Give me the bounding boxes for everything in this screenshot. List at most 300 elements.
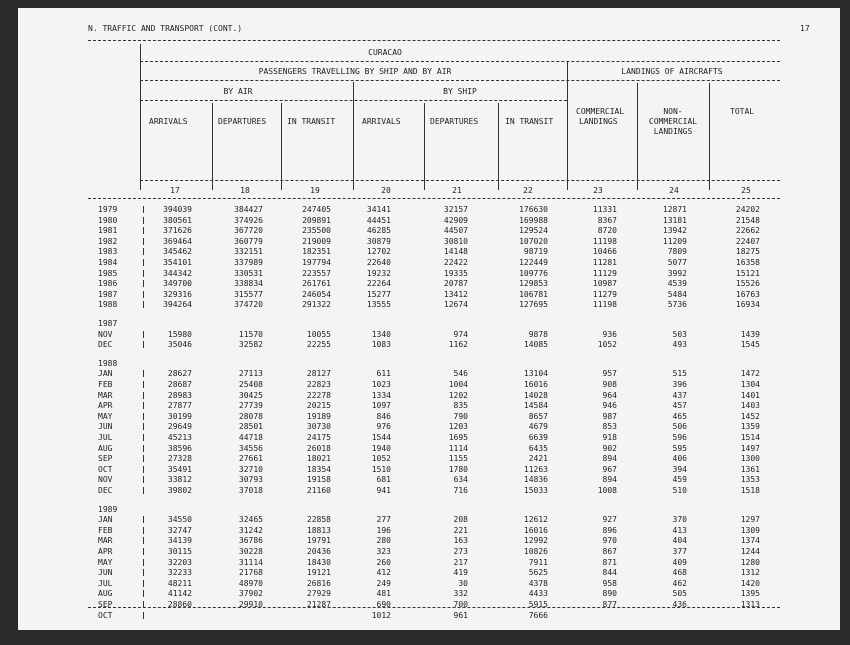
table-cell: 338834 <box>234 279 263 289</box>
row-separator <box>143 559 144 566</box>
table-cell: 10826 <box>523 547 548 556</box>
table-cell: 15980 <box>167 329 192 339</box>
table-cell: 1023 <box>371 380 391 389</box>
table-cell: 1359 <box>740 422 760 432</box>
table-cell: 1162 <box>448 340 468 350</box>
table-cell: 384427 <box>234 205 263 214</box>
table-cell: 15526 <box>735 279 760 289</box>
table-cell: 28687 <box>167 380 192 389</box>
table-cell: 31242 <box>238 525 263 535</box>
row-label: 1988 <box>98 358 118 368</box>
table-cell: 835 <box>453 401 468 411</box>
table-cell: 169988 <box>519 215 548 225</box>
col-header-departures-air: DEPARTURES <box>218 117 267 126</box>
table-cell: 481 <box>376 589 391 599</box>
row-label: JUL <box>98 433 113 442</box>
table-cell: 1244 <box>740 547 760 556</box>
table-cell: 34139 <box>167 536 192 546</box>
table-cell: 974 <box>453 329 468 339</box>
table-cell: 35491 <box>167 464 192 474</box>
table-cell: 374926 <box>234 215 263 225</box>
table-cell: 12674 <box>443 300 468 310</box>
table-cell: 344342 <box>163 268 192 278</box>
table-cell: 970 <box>602 536 617 546</box>
by-air-heading: BY AIR <box>223 87 253 96</box>
table-cell: 34141 <box>366 205 391 214</box>
table-cell: 29910 <box>238 600 263 609</box>
table-cell: 12612 <box>523 515 548 525</box>
table-cell: 176630 <box>519 205 548 214</box>
table-cell: 468 <box>672 568 687 578</box>
table-cell: 22407 <box>735 236 760 246</box>
table-cell: 11198 <box>592 236 617 246</box>
row-label: NOV <box>98 475 113 485</box>
table-cell: 19121 <box>306 568 331 578</box>
table-cell: 32747 <box>167 525 192 535</box>
table-cell: 223557 <box>302 268 331 278</box>
table-cell: 690 <box>376 600 391 609</box>
table-cell: 277 <box>376 515 391 525</box>
section-title: N. TRAFFIC AND TRANSPORT (CONT.) <box>88 24 243 33</box>
table-cell: 5077 <box>667 258 687 267</box>
row-label: 1987 <box>98 319 118 328</box>
table-cell: 30879 <box>366 236 391 246</box>
row-label: DEC <box>98 486 113 495</box>
table-cell: 437 <box>672 390 687 400</box>
table-cell: 106781 <box>519 289 548 299</box>
table-cell: 26816 <box>306 578 331 588</box>
row-separator <box>143 612 144 619</box>
row-label: 1980 <box>98 215 118 225</box>
row-label: 1986 <box>98 279 118 289</box>
table-cell: 25408 <box>238 380 263 389</box>
table-cell: 918 <box>602 433 617 442</box>
column-divider <box>498 103 499 190</box>
table-cell: 196 <box>376 525 391 535</box>
table-cell: 18275 <box>735 247 760 257</box>
table-cell: 790 <box>453 411 468 421</box>
passengers-group-heading: PASSENGERS TRAVELLING BY SHIP AND BY AIR <box>258 67 452 76</box>
col-header-transit-air: IN TRANSIT <box>287 117 336 126</box>
table-cell: 927 <box>602 515 617 525</box>
table-cell: 28860 <box>167 600 192 609</box>
table-cell: 867 <box>602 547 617 556</box>
table-cell: 1695 <box>448 433 468 442</box>
row-separator <box>143 270 144 277</box>
table-cell: 42909 <box>443 215 468 225</box>
table-cell: 1313 <box>740 600 760 609</box>
row-separator <box>143 423 144 430</box>
column-divider <box>567 62 568 190</box>
table-cell: 1497 <box>740 443 760 453</box>
table-cell: 596 <box>672 433 687 442</box>
table-cell: 8657 <box>528 411 548 421</box>
table-cell: 208 <box>453 515 468 525</box>
col-header-transit-ship: IN TRANSIT <box>505 117 554 126</box>
document-page <box>18 8 840 630</box>
table-cell: 6639 <box>528 433 548 442</box>
table-cell: 30199 <box>167 411 192 421</box>
table-cell: 45213 <box>167 433 192 442</box>
column-divider <box>212 103 213 190</box>
table-cell: 465 <box>672 411 687 421</box>
table-cell: 1097 <box>371 401 391 411</box>
table-cell: 1114 <box>448 443 468 453</box>
table-cell: 209891 <box>302 215 331 225</box>
table-cell: 11281 <box>592 258 617 267</box>
col-header-noncommercial-landings: LANDINGS <box>653 127 693 136</box>
table-cell: 413 <box>672 525 687 535</box>
table-cell: 30228 <box>238 547 263 556</box>
column-number: 22 <box>523 186 533 195</box>
row-label: OCT <box>98 464 113 474</box>
table-cell: 377 <box>672 547 687 556</box>
table-cell: 412 <box>376 568 391 578</box>
row-separator <box>143 259 144 266</box>
table-cell: 249 <box>376 578 391 588</box>
table-cell: 24202 <box>735 205 760 214</box>
table-cell: 30 <box>458 578 468 588</box>
table-cell: 32465 <box>238 515 263 525</box>
row-label: APR <box>98 401 113 411</box>
column-divider <box>637 83 638 190</box>
row-separator <box>143 227 144 234</box>
table-cell: 32157 <box>443 205 468 214</box>
table-cell: 247405 <box>302 205 331 214</box>
table-cell: 14085 <box>523 340 548 350</box>
table-cell: 1008 <box>597 486 617 495</box>
col-header-commercial: COMMERCIAL <box>576 107 625 116</box>
table-cell: 19791 <box>306 536 331 546</box>
table-cell: 844 <box>602 568 617 578</box>
table-cell: 22858 <box>306 515 331 525</box>
table-cell: 890 <box>602 589 617 599</box>
table-cell: 19232 <box>366 268 391 278</box>
table-cell: 853 <box>602 422 617 432</box>
table-cell: 330531 <box>234 268 263 278</box>
table-cell: 8367 <box>597 215 617 225</box>
row-separator <box>143 445 144 452</box>
region-heading: CURACAO <box>368 48 402 57</box>
row-label: MAR <box>98 390 113 400</box>
table-cell: 1452 <box>740 411 760 421</box>
table-cell: 1353 <box>740 475 760 485</box>
table-cell: 1083 <box>371 340 391 350</box>
table-cell: 337989 <box>234 258 263 267</box>
row-separator <box>143 413 144 420</box>
column-number: 17 <box>170 186 180 195</box>
column-divider <box>424 103 425 190</box>
row-separator <box>143 476 144 483</box>
table-cell: 11279 <box>592 289 617 299</box>
table-cell: 681 <box>376 475 391 485</box>
table-cell: 246054 <box>302 289 331 299</box>
row-label: OCT <box>98 610 113 620</box>
table-cell: 1052 <box>597 340 617 350</box>
table-cell: 18813 <box>306 525 331 535</box>
table-cell: 16934 <box>735 300 760 310</box>
table-cell: 5736 <box>667 300 687 310</box>
table-cell: 394264 <box>163 300 192 310</box>
table-cell: 30730 <box>306 422 331 432</box>
column-number: 23 <box>593 186 603 195</box>
table-cell: 30115 <box>167 547 192 556</box>
table-cell: 394 <box>672 464 687 474</box>
table-cell: 6435 <box>528 443 548 453</box>
table-cell: 14148 <box>443 247 468 257</box>
row-label: 1983 <box>98 247 118 257</box>
table-cell: 37902 <box>238 589 263 599</box>
table-cell: 595 <box>672 443 687 453</box>
table-border <box>140 44 141 190</box>
table-cell: 44718 <box>238 433 263 442</box>
row-separator <box>143 291 144 298</box>
table-cell: 219009 <box>302 236 331 246</box>
row-separator <box>143 466 144 473</box>
table-cell: 27929 <box>306 589 331 599</box>
table-cell: 360779 <box>234 236 263 246</box>
table-cell: 4378 <box>528 578 548 588</box>
table-cell: 197794 <box>302 258 331 267</box>
table-cell: 419 <box>453 568 468 578</box>
table-cell: 13104 <box>523 369 548 379</box>
table-cell: 1403 <box>740 401 760 411</box>
table-cell: 345462 <box>163 247 192 257</box>
table-cell: 11198 <box>592 300 617 310</box>
row-separator <box>143 392 144 399</box>
table-cell: 1395 <box>740 589 760 599</box>
row-label: 1979 <box>98 205 118 214</box>
table-cell: 27739 <box>238 401 263 411</box>
table-cell: 332 <box>453 589 468 599</box>
row-separator <box>143 238 144 245</box>
table-cell: 11209 <box>662 236 687 246</box>
table-cell: 291322 <box>302 300 331 310</box>
table-cell: 18430 <box>306 557 331 567</box>
column-number: 25 <box>741 186 751 195</box>
table-cell: 44451 <box>366 215 391 225</box>
table-cell: 349700 <box>163 279 192 289</box>
table-cell: 332151 <box>234 247 263 257</box>
row-separator <box>143 434 144 441</box>
table-cell: 1780 <box>448 464 468 474</box>
column-divider <box>353 82 354 190</box>
table-cell: 4679 <box>528 422 548 432</box>
table-cell: 404 <box>672 536 687 546</box>
table-cell: 27328 <box>167 454 192 464</box>
table-cell: 8720 <box>597 226 617 236</box>
row-separator <box>143 206 144 213</box>
table-cell: 1940 <box>371 443 391 453</box>
row-separator <box>143 455 144 462</box>
table-cell: 329316 <box>163 289 192 299</box>
table-cell: 1361 <box>740 464 760 474</box>
table-cell: 18354 <box>306 464 331 474</box>
table-cell: 716 <box>453 486 468 495</box>
table-cell: 1202 <box>448 390 468 400</box>
table-cell: 506 <box>672 422 687 432</box>
by-ship-heading: BY SHIP <box>443 87 477 96</box>
table-cell: 457 <box>672 401 687 411</box>
table-cell: 14836 <box>523 475 548 485</box>
table-cell: 22823 <box>306 380 331 389</box>
table-cell: 22640 <box>366 258 391 267</box>
table-cell: 961 <box>453 610 468 620</box>
table-cell: 28501 <box>238 422 263 432</box>
table-cell: 1280 <box>740 557 760 567</box>
col-header-arrivals-air: ARRIVALS <box>149 117 188 126</box>
table-cell: 1340 <box>371 329 391 339</box>
table-cell: 503 <box>672 329 687 339</box>
table-cell: 634 <box>453 475 468 485</box>
table-cell: 48970 <box>238 578 263 588</box>
table-cell: 1439 <box>740 329 760 339</box>
table-cell: 10987 <box>592 279 617 289</box>
table-cell: 30425 <box>238 390 263 400</box>
table-cell: 22422 <box>443 258 468 267</box>
table-cell: 30810 <box>443 236 468 246</box>
table-cell: 12702 <box>366 247 391 257</box>
table-cell: 13412 <box>443 289 468 299</box>
table-cell: 32582 <box>238 340 263 350</box>
table-cell: 936 <box>602 329 617 339</box>
table-cell: 16016 <box>523 380 548 389</box>
table-cell: 12992 <box>523 536 548 546</box>
row-label: AUG <box>98 443 113 453</box>
row-separator <box>143 301 144 308</box>
table-cell: 31114 <box>238 557 263 567</box>
table-cell: 846 <box>376 411 391 421</box>
table-cell: 163 <box>453 536 468 546</box>
table-cell: 28078 <box>238 411 263 421</box>
row-label: JUN <box>98 422 113 432</box>
table-cell: 7911 <box>528 557 548 567</box>
table-cell: 36786 <box>238 536 263 546</box>
table-cell: 394039 <box>163 205 192 214</box>
row-separator <box>143 248 144 255</box>
table-cell: 22278 <box>306 390 331 400</box>
row-separator <box>143 590 144 597</box>
column-divider <box>709 83 710 190</box>
table-cell: 374720 <box>234 300 263 310</box>
table-cell: 1472 <box>740 369 760 379</box>
table-cell: 371626 <box>163 226 192 236</box>
table-cell: 1297 <box>740 515 760 525</box>
table-cell: 11263 <box>523 464 548 474</box>
row-separator <box>143 217 144 224</box>
table-cell: 33812 <box>167 475 192 485</box>
column-divider <box>281 103 282 190</box>
table-cell: 369464 <box>163 236 192 246</box>
table-cell: 1155 <box>448 454 468 464</box>
table-cell: 871 <box>602 557 617 567</box>
table-cell: 5484 <box>667 289 687 299</box>
table-cell: 221 <box>453 525 468 535</box>
row-label: JAN <box>98 369 113 379</box>
table-cell: 1514 <box>740 433 760 442</box>
divider <box>140 80 780 81</box>
table-cell: 35046 <box>167 340 192 350</box>
table-cell: 902 <box>602 443 617 453</box>
table-cell: 28983 <box>167 390 192 400</box>
table-cell: 957 <box>602 369 617 379</box>
row-label: 1985 <box>98 268 118 278</box>
row-label: MAY <box>98 411 113 421</box>
table-cell: 1304 <box>740 380 760 389</box>
table-cell: 217 <box>453 557 468 567</box>
row-label: MAY <box>98 557 113 567</box>
table-cell: 16358 <box>735 258 760 267</box>
col-header-total: TOTAL <box>730 107 755 116</box>
row-label: JAN <box>98 515 113 525</box>
row-separator <box>143 381 144 388</box>
table-cell: 21160 <box>306 486 331 495</box>
table-cell: 11570 <box>238 329 263 339</box>
table-cell: 436 <box>672 600 687 609</box>
row-label: AUG <box>98 589 113 599</box>
table-cell: 20215 <box>306 401 331 411</box>
table-cell: 127695 <box>519 300 548 310</box>
table-cell: 34556 <box>238 443 263 453</box>
table-cell: 611 <box>376 369 391 379</box>
table-cell: 32203 <box>167 557 192 567</box>
table-cell: 20787 <box>443 279 468 289</box>
table-cell: 28627 <box>167 369 192 379</box>
divider <box>88 198 780 199</box>
table-cell: 10466 <box>592 247 617 257</box>
table-cell: 315577 <box>234 289 263 299</box>
table-cell: 48211 <box>167 578 192 588</box>
table-cell: 1012 <box>371 610 391 620</box>
table-cell: 27877 <box>167 401 192 411</box>
column-number: 19 <box>310 186 320 195</box>
table-cell: 1312 <box>740 568 760 578</box>
table-cell: 5915 <box>528 600 548 609</box>
table-cell: 941 <box>376 486 391 495</box>
table-cell: 15277 <box>366 289 391 299</box>
table-cell: 1300 <box>740 454 760 464</box>
row-label: 1982 <box>98 236 118 246</box>
table-cell: 28127 <box>306 369 331 379</box>
table-cell: 370 <box>672 515 687 525</box>
row-separator <box>143 487 144 494</box>
table-cell: 1544 <box>371 433 391 442</box>
table-cell: 1518 <box>740 486 760 495</box>
table-cell: 16763 <box>735 289 760 299</box>
row-label: DEC <box>98 340 113 350</box>
row-separator <box>143 402 144 409</box>
col-header-departures-ship: DEPARTURES <box>430 117 479 126</box>
row-separator <box>143 331 144 338</box>
table-cell: 2421 <box>528 454 548 464</box>
row-separator <box>143 548 144 555</box>
table-cell: 546 <box>453 369 468 379</box>
row-label: NOV <box>98 329 113 339</box>
table-cell: 32710 <box>238 464 263 474</box>
col-header-noncommercial: COMMERCIAL <box>648 117 698 126</box>
row-label: MAR <box>98 536 113 546</box>
table-cell: 26018 <box>306 443 331 453</box>
table-cell: 4433 <box>528 589 548 599</box>
table-cell: 34550 <box>167 515 192 525</box>
table-cell: 11129 <box>592 268 617 278</box>
table-cell: 24175 <box>306 433 331 442</box>
table-cell: 1334 <box>371 390 391 400</box>
table-cell: 367720 <box>234 226 263 236</box>
row-separator <box>143 527 144 534</box>
table-cell: 1401 <box>740 390 760 400</box>
table-cell: 46285 <box>366 226 391 236</box>
